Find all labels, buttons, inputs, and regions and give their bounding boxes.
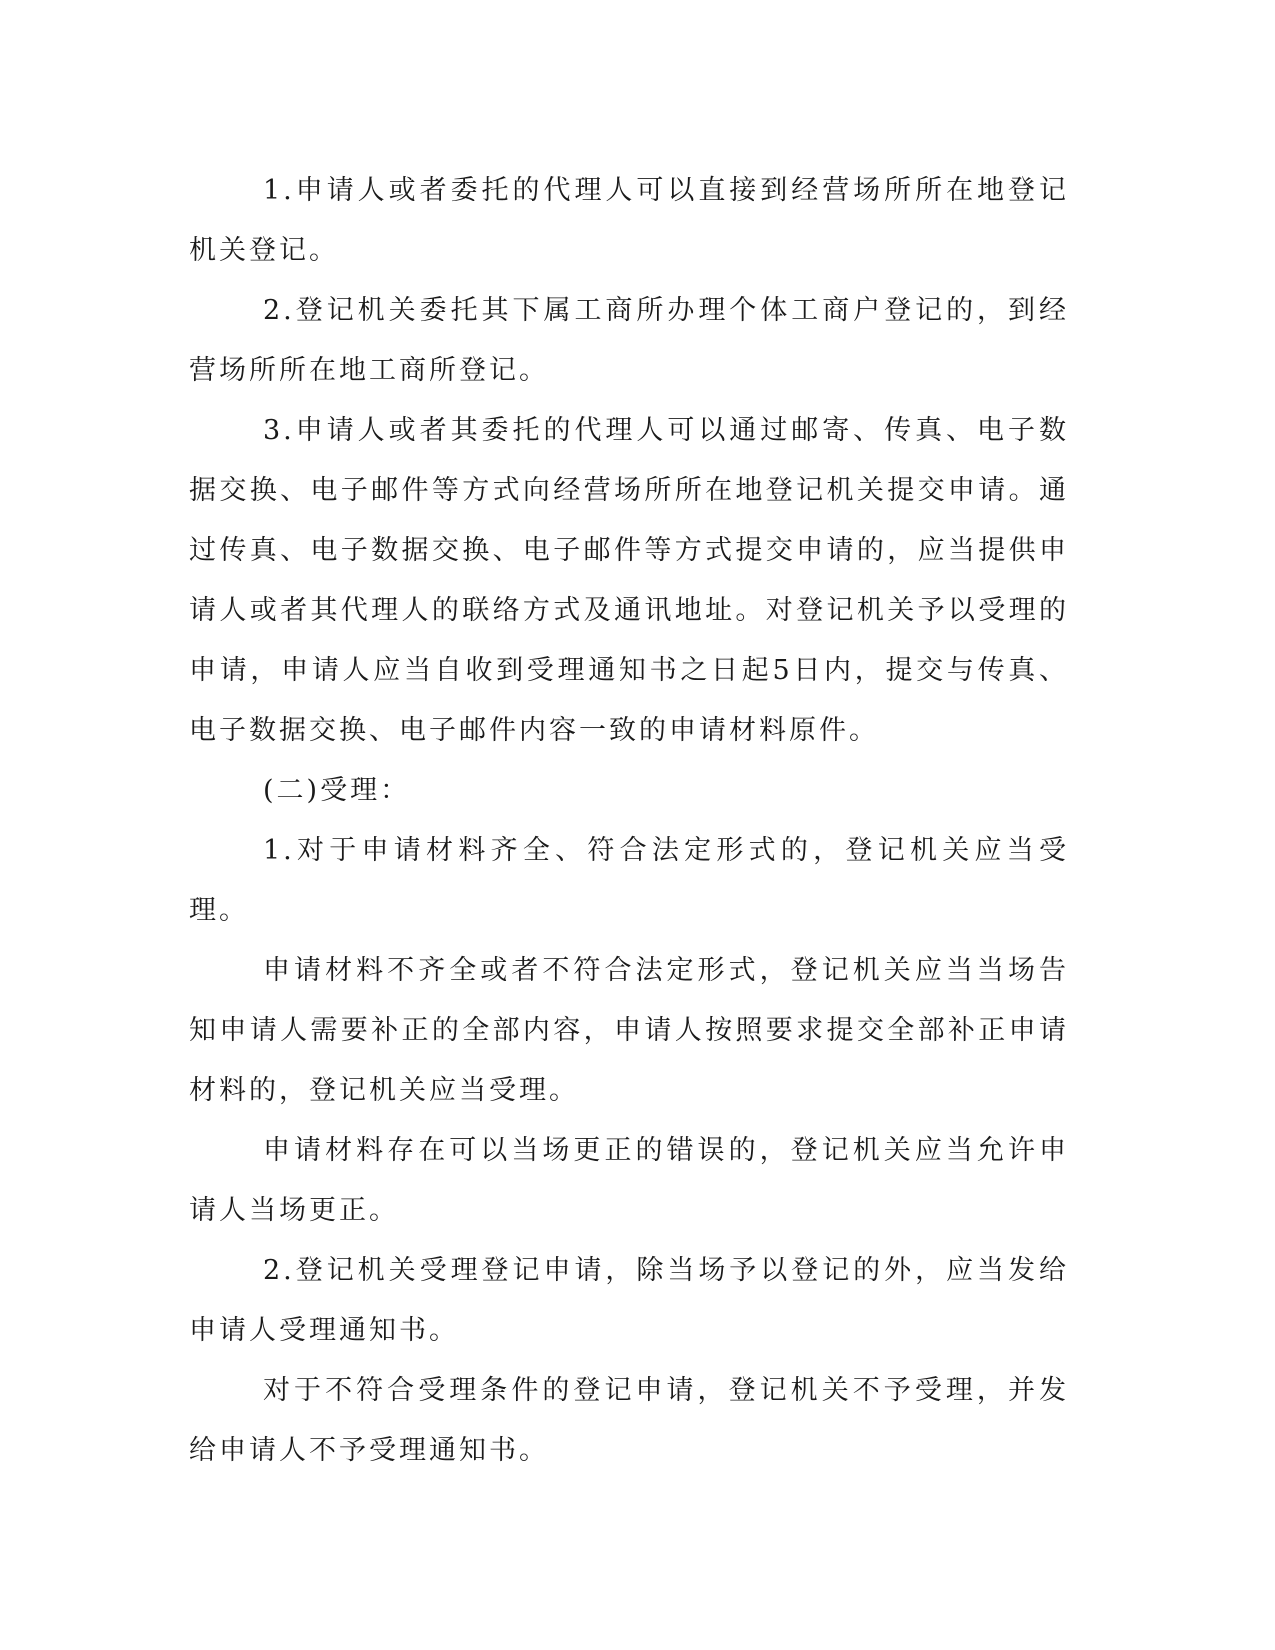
paragraph-office-registration: 2.登记机关委托其下属工商所办理个体工商户登记的，到经营场所所在地工商所登记。 bbox=[189, 295, 1069, 386]
paragraph-acceptance-notice: 2.登记机关受理登记申请，除当场予以登记的外，应当发给申请人受理通知书。 bbox=[189, 1255, 1069, 1346]
section-heading-acceptance: (二)受理： bbox=[263, 775, 411, 806]
paragraph-incomplete-materials: 申请材料不齐全或者不符合法定形式，登记机关应当当场告知申请人需要补正的全部内容，申请人按照要求提交全部补正申请材料的，登记机关应当受理。 bbox=[189, 955, 1069, 1106]
document-body bbox=[189, 161, 1069, 1481]
paragraph-complete-materials: 1.对于申请材料齐全、符合法定形式的，登记机关应当受理。 bbox=[189, 835, 1069, 926]
paragraph-rejection-notice: 对于不符合受理条件的登记申请，登记机关不予受理，并发给申请人不予受理通知书。 bbox=[189, 1375, 1069, 1466]
paragraph-remote-submission: 3.申请人或者其委托的代理人可以通过邮寄、传真、电子数据交换、电子邮件等方式向经营场所所在地登记机关提交申请。通过传真、电子数据交换、电子邮件等方式提交申请的，应当提供申请人或者其代理人的联络方式及通讯地址。对登记机关予以受理的申请，申请人应当自收到受理通知书之日起5日内，提交与传真、电子数据交换、电子邮件内容一致的申请材料原件。 bbox=[189, 415, 1069, 746]
paragraph-direct-registration: 1.申请人或者委托的代理人可以直接到经营场所所在地登记机关登记。 bbox=[189, 175, 1069, 266]
paragraph-correctable-errors: 申请材料存在可以当场更正的错误的，登记机关应当允许申请人当场更正。 bbox=[189, 1135, 1069, 1226]
